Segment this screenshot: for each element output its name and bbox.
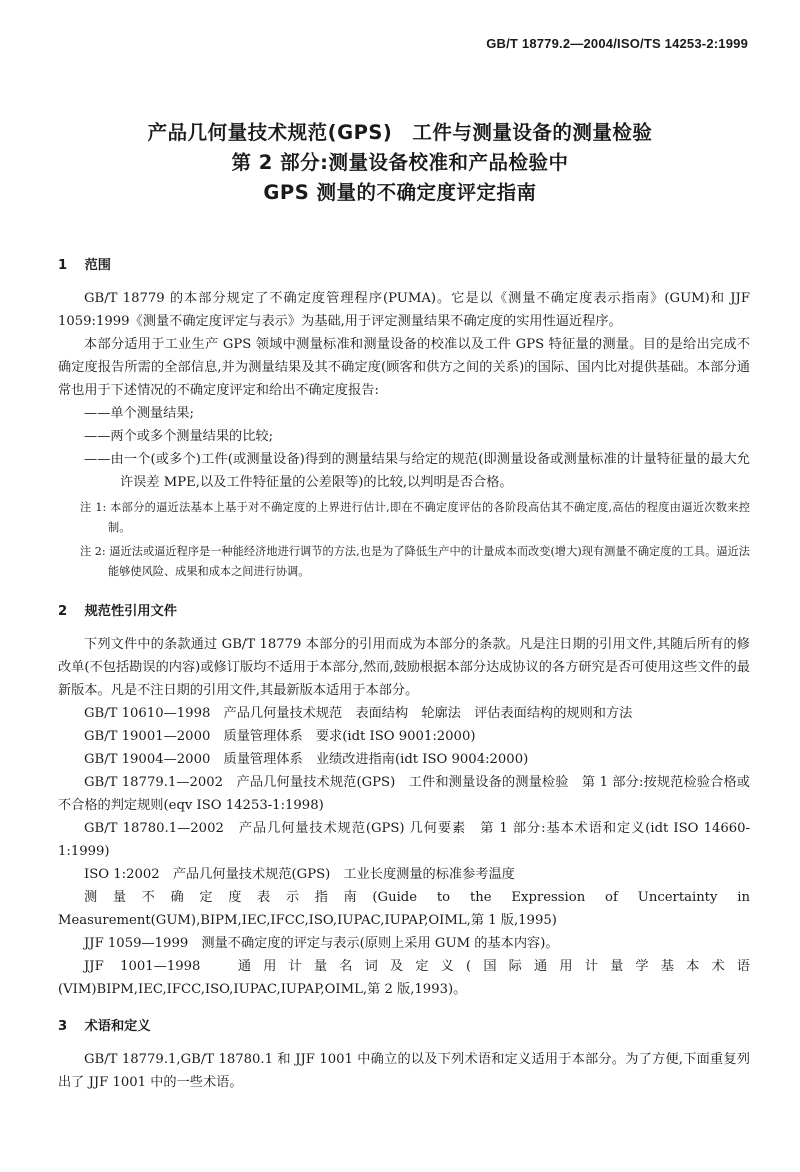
section-title: 范围 (84, 258, 111, 273)
title-line-3: GPS 测量的不确定度评定指南 (263, 181, 537, 204)
note-2: 注 2: 逼近法或逼近程序是一种能经济地进行调节的方法,也是为了降低生产中的计量成本而改变(增大)现有测量不确定度的工具。逼近法能够使风险、成果和成本之间进行协调。 (80, 545, 750, 578)
section-title: 术语和定义 (84, 1019, 151, 1034)
paragraph: 下列文件中的条款通过 GB/T 18779 本部分的引用而成为本部分的条款。凡是注日期的引用文件,其随后所有的修改单(不包括勘误的内容)或修订版均不适用于本部分,然而,鼓励根据本部分达成协议的各方研究是否可使用这些文件的最新版本。凡是不注日期的引用文件,其最新版本适用于本部分。 (58, 637, 750, 698)
reference-item: JJF 1059—1999 测量不确定度的评定与表示(原则上采用 GUM 的基本内容)。 (84, 936, 559, 951)
document-title (0, 118, 800, 208)
section-number: 3 (58, 1019, 68, 1034)
reference-item: GB/T 19004—2000 质量管理体系 业绩改进指南(idt ISO 9004:2000) (84, 752, 529, 767)
list-item: ——单个测量结果; (84, 406, 194, 421)
title-line-1: 产品几何量技术规范(GPS) 工件与测量设备的测量检验 (147, 121, 653, 144)
reference-item: GB/T 19001—2000 质量管理体系 要求(idt ISO 9001:2000) (84, 729, 476, 744)
section-2-heading (58, 600, 750, 623)
reference-item: GB/T 18779.1—2002 产品几何量技术规范(GPS) 工件和测量设备的测量检验 第 1 部分:按规范检验合格或不合格的判定规则(eqv ISO 14253-1:1998) (58, 775, 750, 813)
standard-code-header: GB/T 18779.2—2004/ISO/TS 14253-2:1999 (486, 36, 748, 51)
note-1: 注 1: 本部分的逼近法基本上基于对不确定度的上界进行估计,即在不确定度评估的各阶段高估其不确定度,高估的程度由逼近次数来控制。 (80, 501, 750, 534)
reference-item: GB/T 10610—1998 产品几何量技术规范 表面结构 轮廓法 评估表面结构的规则和方法 (84, 706, 633, 721)
paragraph: 本部分适用于工业生产 GPS 领域中测量标准和测量设备的校准以及工件 GPS 特征量的测量。目的是给出完成不确定度报告所需的全部信息,并为测量结果及其不确定度(顾客和供方之间的关系)的国际、国内比对提供基础。本部分通常也用于下述情况的不确定度评定和给出不确定度报告: (58, 337, 750, 398)
paragraph: GB/T 18779 的本部分规定了不确定度管理程序(PUMA)。它是以《测量不确定度表示指南》(GUM)和 JJF 1059:1999《测量不确定度评定与表示》为基础,用于评定测量结果不确定度的实用性逼近程序。 (58, 291, 750, 329)
list-item: ——两个或多个测量结果的比较; (84, 429, 274, 444)
list-item: ——由一个(或多个)工件(或测量设备)得到的测量结果与给定的规范(即测量设备或测量标准的计量特征量的最大允许误差 MPE,以及工件特征量的公差限等)的比较,以判明是否合格。 (84, 452, 750, 490)
section-1-heading (58, 254, 750, 277)
section-number: 1 (58, 258, 68, 273)
document-body (58, 248, 750, 1094)
reference-item: JJF 1001—1998 通用计量名词及定义(国际通用计量学基本术语(VIM)BIPM,IEC,IFCC,ISO,IUPAC,IUPAP,OIML,第 2 版,1993)。 (58, 959, 750, 997)
title-line-2: 第 2 部分:测量设备校准和产品检验中 (231, 151, 569, 174)
reference-item: GB/T 18780.1—2002 产品几何量技术规范(GPS) 几何要素 第 1 部分:基本术语和定义(idt ISO 14660-1:1999) (58, 821, 750, 859)
section-3-heading (58, 1015, 750, 1038)
reference-item: ISO 1:2002 产品几何量技术规范(GPS) 工业长度测量的标准参考温度 (84, 867, 515, 882)
paragraph: GB/T 18779.1,GB/T 18780.1 和 JJF 1001 中确立的以及下列术语和定义适用于本部分。为了方便,下面重复列出了 JJF 1001 中的一些术语。 (58, 1052, 750, 1090)
section-title: 规范性引用文件 (84, 604, 177, 619)
section-number: 2 (58, 604, 68, 619)
reference-item: 测量不确定度表示指南(Guide to the Expression of Uncertainty in Measurement(GUM),BIPM,IEC,IFCC,ISO,IUPAC,IUPAP,OIML,第 1 版,1995) (58, 890, 750, 928)
